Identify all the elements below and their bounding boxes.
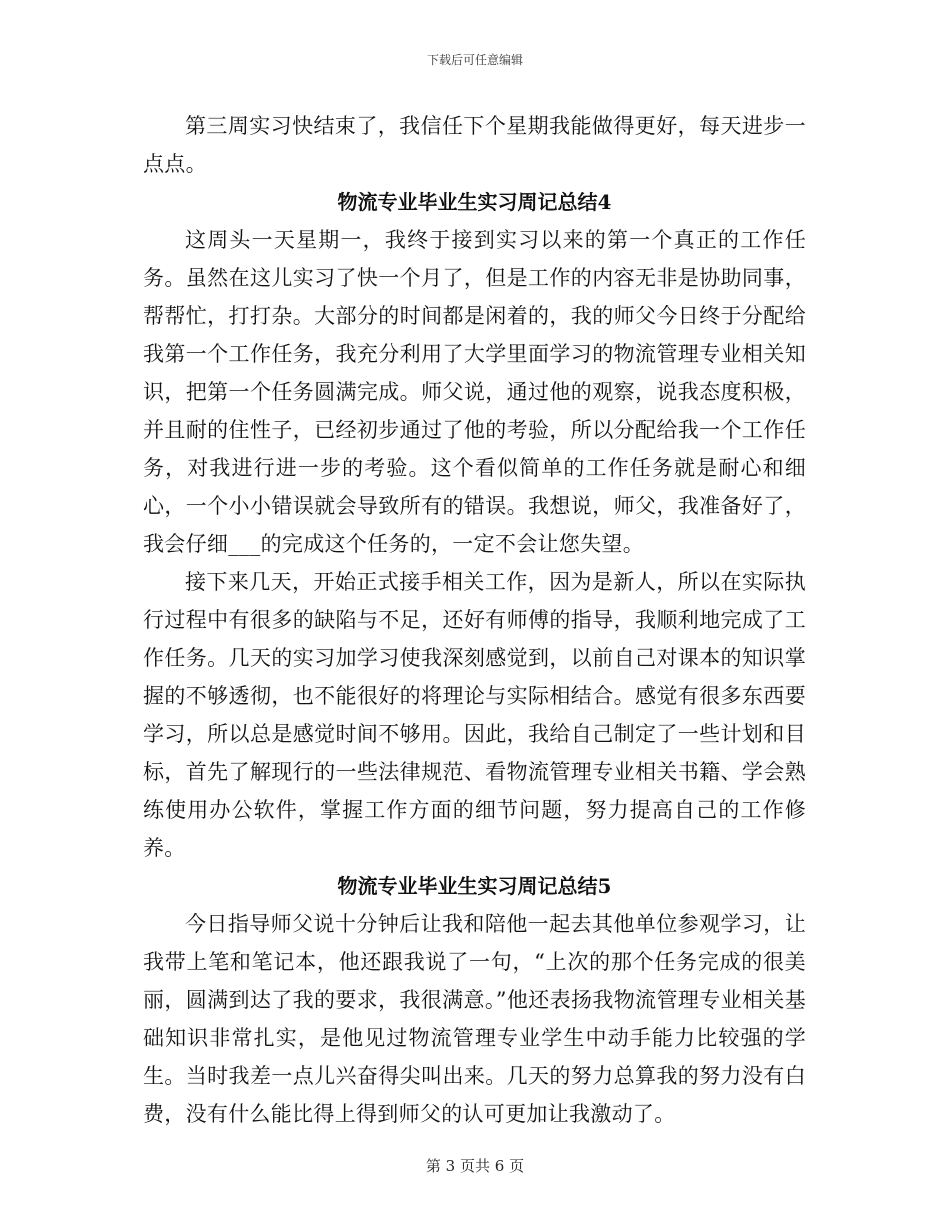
page-header: 下载后可任意编辑 [426,53,523,67]
section-heading-4: 物流专业毕业生实习周记总结4 [337,190,612,214]
document-body [143,107,806,1133]
section-heading-5: 物流专业毕业生实习周记总结5 [337,874,612,898]
paragraph-week5: 今日指导师父说十分钟后让我和陪他一起去其他单位参观学习，让我带上笔和笔记本，他还跟我说了一句，“上次的那个任务完成的很美丽，圆满到达了我的要求，我很满意。”他还表扬我物流管理专业相关基础知识非常扎实，是他见过物流管理专业学生中动手能力比较强的学生。当时我差一点儿兴奋得尖叫出来。几天的努力总算我的努力没有白费，没有什么能比得上得到师父的认可更加让我激动了。 [143,912,806,1126]
page-number: 第 3 页共 6 页 [425,1157,525,1175]
paragraph-week4-first-task: 这周头一天星期一，我终于接到实习以来的第一个真正的工作任务。虽然在这儿实习了快一个月了，但是工作的内容无非是协助同事，帮帮忙，打打杂。大部分的时间都是闲着的，我的师父今日终于分配给我第一个工作任务，我充分利用了大学里面学习的物流管理专业相关知识，把第一个任务圆满完成。师父说，通过他的观察，说我态度积极，并且耐的住性子，已经初步通过了他的考验，所以分配给我一个工作任务，对我进行进一步的考验。这个看似简单的工作任务就是耐心和细心，一个小小错误就会导致所有的错误。我想说，师父，我准备好了，我会仔细___的完成这个任务的，一定不会让您失望。 [143,228,806,556]
paragraph-intro: 第三周实习快结束了，我信任下个星期我能做得更好，每天进步一点点。 [143,114,806,176]
paragraph-week4-following-days: 接下来几天，开始正式接手相关工作，因为是新人，所以在实际执行过程中有很多的缺陷与不足，还好有师傅的指导，我顺利地完成了工作任务。几天的实习加学习使我深刻感觉到，以前自己对课本的知识掌握的不够透彻，也不能很好的将理论与实际相结合。感觉有很多东西要学习，所以总是感觉时间不够用。因此，我给自己制定了一些计划和目标，首先了解现行的一些法律规范、看物流管理专业相关书籍、学会熟练使用办公软件，掌握工作方面的细节问题，努力提高自己的工作修养。 [143,570,806,860]
